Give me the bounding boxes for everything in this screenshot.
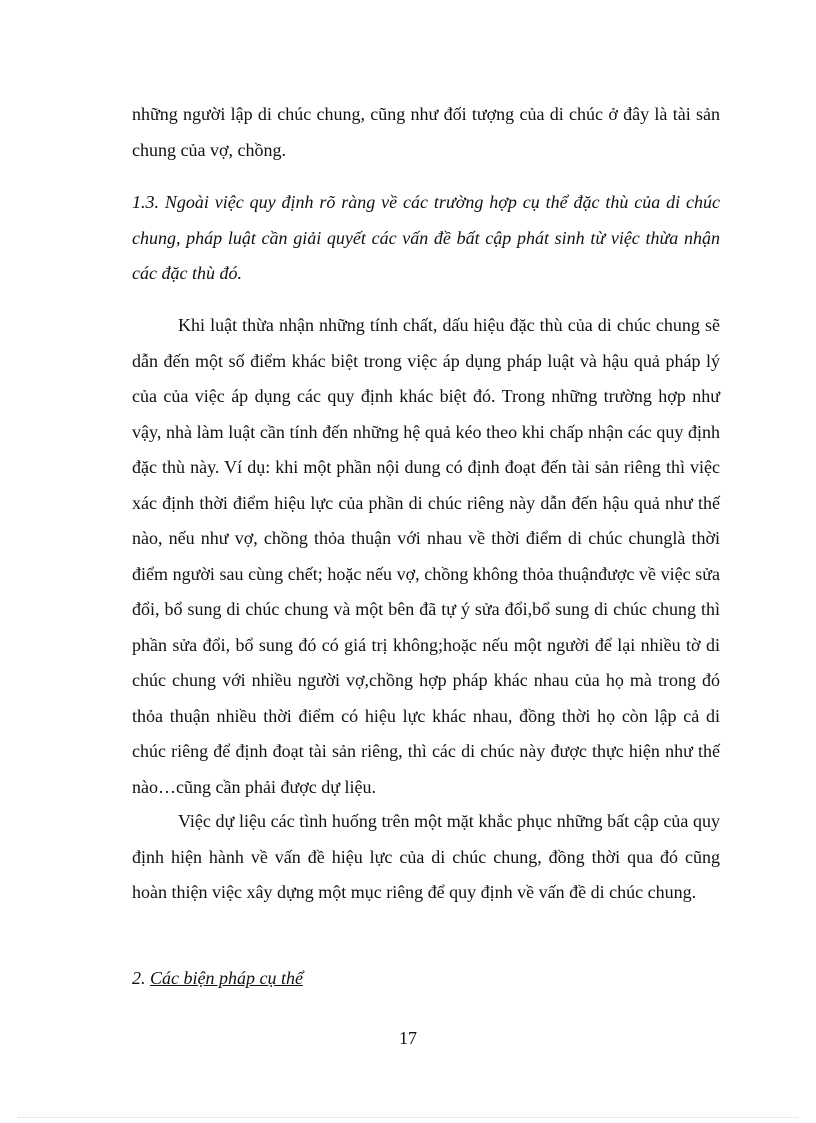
- paragraph-continuation: những người lập di chúc chung, cũng như đối tượng của di chúc ở đây là tài sản chung của vợ, chồng.: [132, 104, 720, 160]
- section-heading-2-number: 2.: [132, 968, 146, 988]
- section-heading-2-title: Các biện pháp cụ thể: [150, 968, 303, 988]
- paragraph-body: Khi luật thừa nhận những tính chất, dấu hiệu đặc thù của di chúc chung sẽ dẫn đến một số điểm khác biệt trong việc áp dụng pháp luật và hậu quả pháp lý của của việc áp dụng các quy định khác biệt đó. Trong những trường hợp như vậy, nhà làm luật cần tính đến những hệ quả kéo theo khi chấp nhận các quy định đặc thù này. Ví dụ: khi một phần nội dung có định đoạt đến tài sản riêng thì việc xác định thời điểm hiệu lực của phần di chúc riêng này dẫn đến hậu quả như thế nào, nếu như vợ, chồng thỏa thuận với nhau về thời điểm di chúc chunglà thời điểm người sau cùng chết; hoặc nếu vợ, chồng không thỏa thuậnđược về việc sửa đổi, bổ sung di chúc chung và một bên đã tự ý sửa đổi,bổ sung di chúc chung thì phần sửa đổi, bổ sung đó có giá trị không;hoặc nếu một người để lại nhiều tờ di chúc chung với nhiều người vợ,chồng hợp pháp khác nhau của họ mà trong đó thỏa thuận nhiều thời điểm có hiệu lực khác nhau, đồng thời họ còn lập cả di chúc riêng để định đoạt tài sản riêng, thì các di chúc này được thực hiện như thế nào…cũng cần phải được dự liệu.: [132, 315, 720, 797]
- paragraph-conclusion: Việc dự liệu các tình huống trên một mặt khắc phục những bất cập của quy định hiện hành về vấn đề hiệu lực của di chúc chung, đồng thời qua đó cũng hoàn thiện việc xây dựng một mục riêng để quy định về vấn đề di chúc chung.: [132, 811, 720, 902]
- page-bottom-divider: [18, 1117, 798, 1118]
- page-number: 17: [399, 1028, 417, 1048]
- section-heading-1-3: 1.3. Ngoài việc quy định rõ ràng về các trường hợp cụ thể đặc thù của di chúc chung, pháp luật cần giải quyết các vấn đề bất cập phát sinh từ việc thừa nhận các đặc thù đó.: [132, 192, 720, 283]
- section-heading-2: [132, 961, 303, 996]
